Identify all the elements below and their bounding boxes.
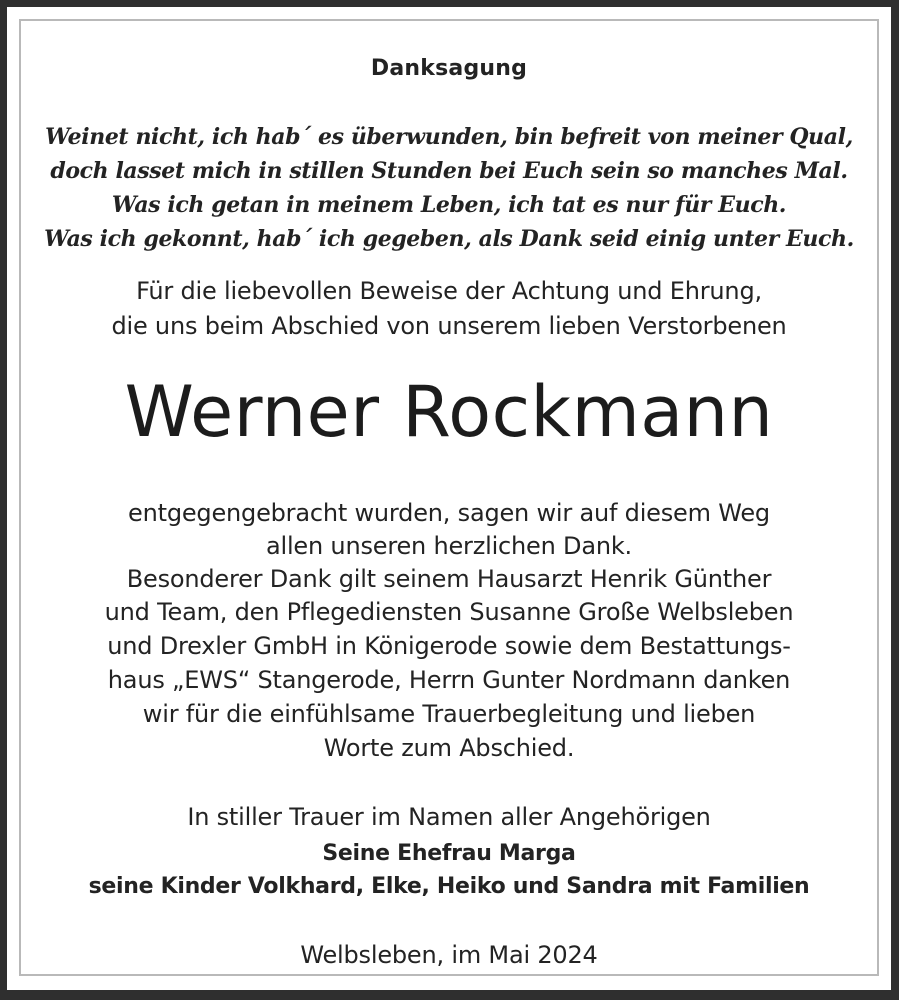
thanks-line-5: und Drexler GmbH in Königerode sowie dem Bestattungs- xyxy=(107,632,791,660)
notice-content xyxy=(21,21,877,974)
signer-children: seine Kinder Volkhard, Elke, Heiko und Sandra mit Familien xyxy=(88,874,810,899)
poem-line-2: doch lasset mich in stillen Stunden bei Euch sein so manches Mal. xyxy=(50,158,848,184)
signer-spouse: Seine Ehefrau Marga xyxy=(322,841,576,866)
thanks-line-7: wir für die einfühlsame Trauerbegleitung und lieben xyxy=(142,700,756,728)
thanks-line-3: Besonderer Dank gilt seinem Hausarzt Henrik Günther xyxy=(126,565,772,593)
place-and-date: Welbsleben, im Mai 2024 xyxy=(300,941,598,969)
intro-line-2: die uns beim Abschied von unserem lieben Verstorbenen xyxy=(111,312,787,340)
deceased-name: Werner Rockmann xyxy=(124,371,774,453)
inner-border xyxy=(19,19,879,976)
intro-line-1: Für die liebevollen Beweise der Achtung und Ehrung, xyxy=(136,277,762,305)
mourning-line: In stiller Trauer im Namen aller Angehörigen xyxy=(187,803,711,831)
poem-line-3: Was ich getan in meinem Leben, ich tat es nur für Euch. xyxy=(111,192,787,218)
thanks-line-1: entgegengebracht wurden, sagen wir auf diesem Weg xyxy=(128,499,770,527)
poem-line-1: Weinet nicht, ich hab´ es überwunden, bin befreit von meiner Qual, xyxy=(45,124,853,150)
notice-heading: Danksagung xyxy=(370,56,528,81)
thanks-line-2: allen unseren herzlichen Dank. xyxy=(265,532,632,560)
thanks-line-4: und Team, den Pflegediensten Susanne Große Welbsleben xyxy=(104,598,794,626)
thanks-line-6: haus „EWS“ Stangerode, Herrn Gunter Nordmann danken xyxy=(107,666,791,694)
poem-line-4: Was ich gekonnt, hab´ ich gegeben, als Dank seid einig unter Euch. xyxy=(44,226,854,252)
thanks-line-8: Worte zum Abschied. xyxy=(323,734,575,762)
